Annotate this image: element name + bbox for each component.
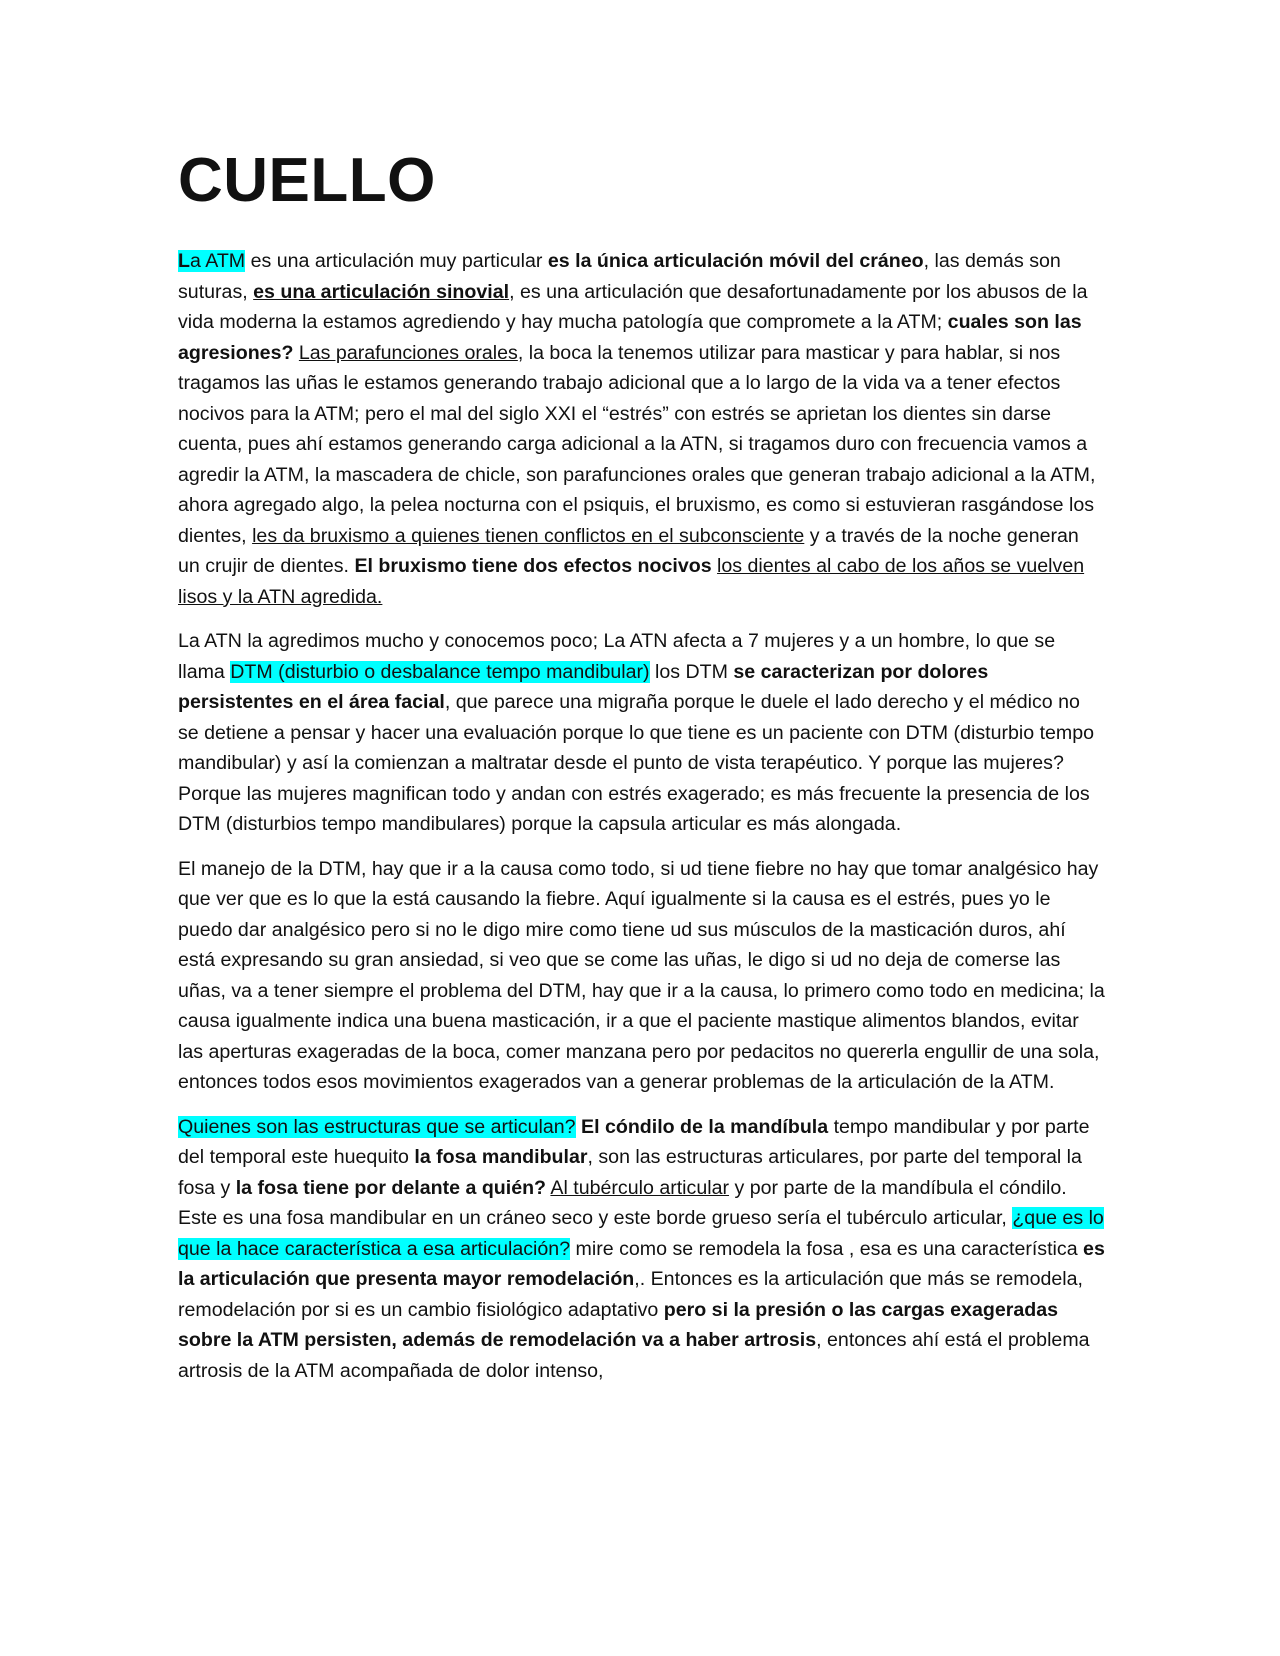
text-run: , las demás son suturas, xyxy=(178,250,1061,303)
highlighted-text: Quienes son las estructuras que se articulan? xyxy=(178,1115,576,1138)
text-run: es la articulación que presenta mayor remodelación xyxy=(178,1237,1105,1290)
text-run: , entonces ahí está el problema artrosis de la ATM acompañada de dolor intenso, xyxy=(178,1329,1090,1382)
text-run: cuales son las agresiones? xyxy=(178,311,1082,364)
paragraph-dtm-management xyxy=(178,854,1106,1098)
text-run: se caracterizan por dolores persistentes en el área facial xyxy=(178,660,989,713)
paragraph-dtm xyxy=(178,626,1106,840)
text-run: ,. Entonces es la articulación que más se remodela, remodelación por si es un cambio fisiológico adaptativo xyxy=(178,1268,1083,1321)
document-page xyxy=(178,146,1106,1400)
paragraph-atm-intro xyxy=(178,246,1106,612)
highlighted-text: ¿que es lo que la hace característica a esa articulación? xyxy=(178,1207,1104,1260)
highlighted-text: L xyxy=(178,250,190,272)
text-run: tempo mandibular y por parte del temporal este huequito xyxy=(178,1115,1090,1168)
text-run: es la única articulación móvil del cráneo xyxy=(547,250,924,272)
text-run: mire como se remodela la fosa , esa es una característica xyxy=(570,1237,1084,1260)
text-run: , que parece una migraña porque le duele el lado derecho y el médico no se detiene a pensar y hacer una evaluación porque lo que tiene es un paciente con DTM (disturbio tempo mandibular) y así la comienzan a maltratar desde el punto de vista terapéutico. Y porque las mujeres? Porque las mujeres magnifican todo y andan con estrés exagerado; es más frecuente la presencia de los DTM (disturbios tempo mandibulares) porque la capsula articular es más alongada. xyxy=(178,691,1095,835)
text-run: la fosa tiene por delante a quién? xyxy=(235,1176,547,1199)
highlighted-text: DTM (disturbio o desbalance tempo mandibular) xyxy=(230,660,650,683)
paragraph-articular-structures xyxy=(178,1112,1106,1387)
text-run: es una articulación muy particular xyxy=(245,250,548,272)
text-run: El bruxismo tiene dos efectos nocivos xyxy=(354,555,712,577)
text-run: El manejo de la DTM, hay que ir a la causa como todo, si ud tiene fiebre no hay que tomar analgésico hay que ver que es lo que la está causando la fiebre. Aquí igualmente si la causa es el estrés, pues yo le puedo dar analgésico pero si no le digo mire como tiene ud sus músculos de la masticación duros, ahí está expresando su gran ansiedad, si veo que se come las uñas, le digo si ud no deja de comerse las uñas, va a tener siempre el problema del DTM, hay que ir a la causa, lo primero como todo en medicina; la causa igualmente indica una buena masticación, ir a que el paciente mastique alimentos blandos, evitar las aperturas exageradas de la boca, comer manzana pero por pedacitos no quererla engullir de una sola, entonces todos esos movimientos exagerados van a generar problemas de la articulación de la ATM. xyxy=(178,857,1105,1093)
text-run: Al tubérculo articular xyxy=(550,1176,730,1199)
highlighted-text: a ATM xyxy=(189,250,246,272)
text-run: les da bruxismo a quienes tienen conflictos en el subconsciente xyxy=(252,524,805,547)
text-run: es una articulación sinovial xyxy=(253,280,510,303)
text-run: La ATN la agredimos mucho y conocemos poco; La ATN afecta a 7 mujeres y a un hombre, lo que se llama xyxy=(178,630,1056,683)
text-run: El cóndilo de la mandíbula xyxy=(581,1115,829,1138)
text-run: pero si la presión o las cargas exageradas sobre la ATM persisten, además de remodelación va a haber artrosis xyxy=(178,1298,1059,1351)
text-run: los DTM xyxy=(649,660,734,683)
text-run: y por parte de la mandíbula el cóndilo. Este es una fosa mandibular en un cráneo seco y este borde grueso sería el tubérculo articular, xyxy=(178,1176,1067,1229)
text-run: Las parafunciones orales xyxy=(298,341,518,364)
text-run: la fosa mandibular xyxy=(414,1146,588,1168)
text-run: y a través de la noche generan un crujir de dientes. xyxy=(178,524,1079,577)
text-run: , es una articulación que desafortunadamente por los abusos de la vida moderna la estamos agrediendo y hay mucha patología que compromete a la ATM; xyxy=(178,280,1088,333)
text-run: , la boca la tenemos utilizar para masticar y para hablar, si nos tragamos las uñas le estamos generando trabajo adicional que a lo largo de la vida va a tener efectos nocivos para la ATM; pero el mal del siglo XXI el “estrés” con estrés se aprietan los dientes sin darse cuenta, pues ahí estamos generando carga adicional a la ATN, si tragamos duro con frecuencia vamos a agredir la ATM, la mascadera de chicle, son parafunciones orales que generan trabajo adicional a la ATM, ahora agregado algo, la pelea nocturna con el psiquis, el bruxismo, es como si estuvieran rasgándose los dientes, xyxy=(178,341,1096,547)
text-run: , son las estructuras articulares, por parte del temporal la fosa y xyxy=(178,1146,1082,1199)
page-title: CUELLO xyxy=(178,146,436,215)
text-run: los dientes al cabo de los años se vuelven lisos y la ATN agredida. xyxy=(178,555,1085,608)
